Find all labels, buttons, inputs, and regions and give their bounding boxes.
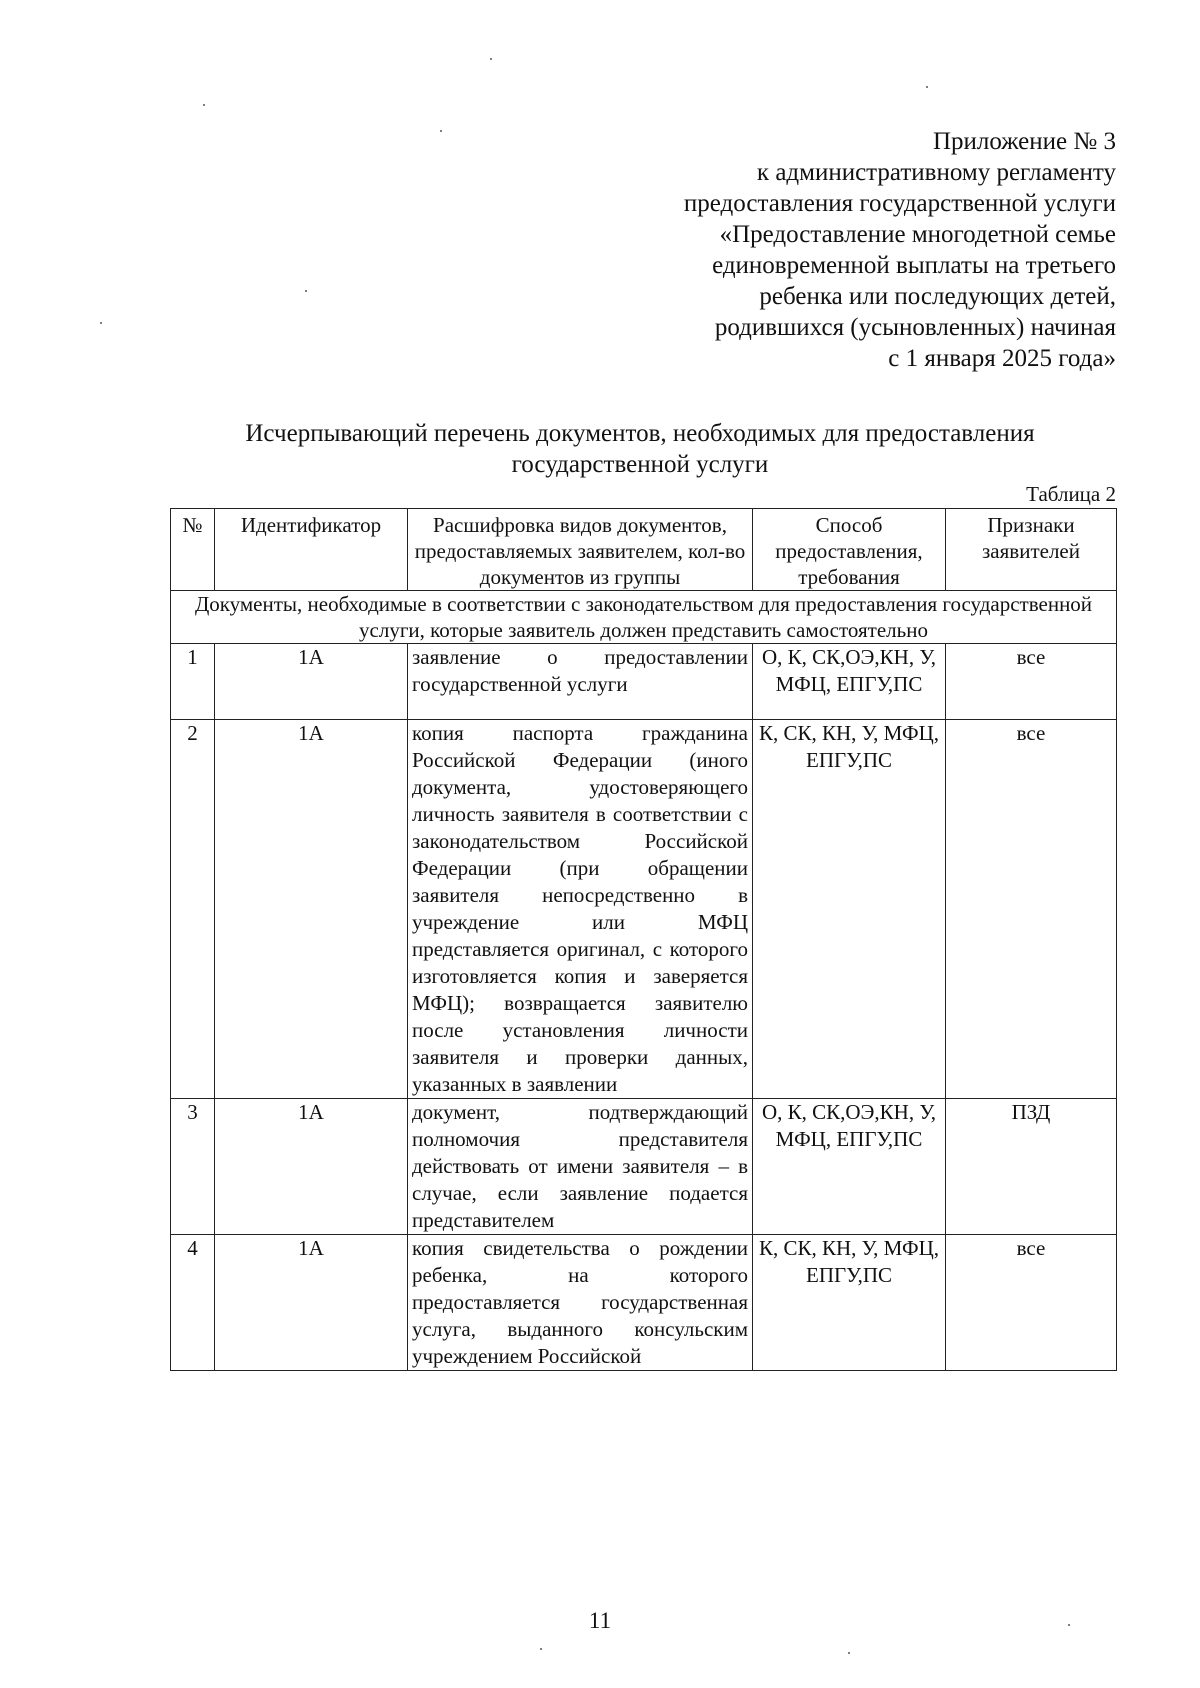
header-identifier: Идентификатор	[215, 509, 408, 591]
scan-speck	[203, 104, 205, 106]
scan-speck	[490, 58, 492, 60]
appendix-line: единовременной выплаты на третьего	[712, 252, 1116, 279]
scan-speck	[100, 322, 102, 324]
table-header-row	[171, 509, 1117, 591]
appendix-line: ребенка или последующих детей,	[759, 283, 1116, 310]
row-description: копия паспорта гражданина Российской Федерации (иного документа, удостоверяющего личность заявителя в соответствии с законодательством Российской Федерации (при обращении заявителя непосредственно в учреждение или МФЦ представляется оригинал, с которого изготовляется копия и заверяется МФЦ); возвращается заявителю после установления личности заявителя и проверки данных, указанных в заявлении	[408, 720, 753, 1099]
table-row	[171, 720, 1117, 1099]
scan-speck	[305, 290, 307, 292]
row-description: копия свидетельства о рождении ребенка, на которого предоставляется государственная услуга, выданного консульским учреждением Российской	[408, 1235, 753, 1371]
header-applicants: Признаки заявителей	[946, 509, 1117, 591]
table-label: Таблица 2	[1026, 482, 1116, 506]
table-row	[171, 644, 1117, 720]
header-number: №	[171, 509, 215, 591]
row-number: 3	[171, 1099, 215, 1235]
scan-speck	[926, 86, 928, 88]
header-method: Способ предоставления, требования	[753, 509, 946, 591]
appendix-line: с 1 января 2025 года»	[888, 345, 1116, 372]
section-heading: Документы, необходимые в соответствии с законодательством для предоставления государственной услуги, которые заявитель должен представить самостоятельно	[171, 591, 1117, 644]
row-applicants: ПЗД	[946, 1099, 1117, 1235]
header-description: Расшифровка видов документов, предоставляемых заявителем, кол-во документов из группы	[408, 509, 753, 591]
document-title	[160, 418, 1120, 480]
appendix-line: родившихся (усыновленных) начиная	[714, 314, 1116, 341]
appendix-header	[684, 126, 1116, 374]
page-number: 11	[588, 1608, 612, 1633]
appendix-line: предоставления государственной услуги	[683, 190, 1116, 217]
table-row	[171, 1235, 1117, 1371]
row-number: 4	[171, 1235, 215, 1371]
row-description: документ, подтверждающий полномочия представителя действовать от имени заявителя – в случае, если заявление подается представителем	[408, 1099, 753, 1235]
scan-speck	[440, 130, 442, 132]
document-title-line: Исчерпывающий перечень документов, необходимых для предоставления	[245, 420, 1035, 447]
row-applicants: все	[946, 644, 1117, 720]
table-row	[171, 1099, 1117, 1235]
row-number: 2	[171, 720, 215, 1099]
appendix-line: к административному регламенту	[756, 159, 1116, 186]
scan-speck	[848, 1652, 850, 1654]
row-method: О, К, СК,ОЭ,КН, У, МФЦ, ЕПГУ,ПС	[753, 644, 946, 720]
row-method: К, СК, КН, У, МФЦ, ЕПГУ,ПС	[753, 1235, 946, 1371]
row-number: 1	[171, 644, 215, 720]
document-title-line: государственной услуги	[511, 451, 769, 478]
row-method: К, СК, КН, У, МФЦ, ЕПГУ,ПС	[753, 720, 946, 1099]
appendix-line: Приложение № 3	[932, 128, 1116, 155]
scan-speck	[1068, 1624, 1070, 1626]
documents-table	[170, 508, 1117, 1371]
row-applicants: все	[946, 720, 1117, 1099]
row-applicants: все	[946, 1235, 1117, 1371]
row-method: О, К, СК,ОЭ,КН, У, МФЦ, ЕПГУ,ПС	[753, 1099, 946, 1235]
row-identifier: 1А	[215, 1099, 408, 1235]
row-identifier: 1А	[215, 1235, 408, 1371]
section-row	[171, 591, 1117, 644]
row-identifier: 1А	[215, 644, 408, 720]
row-identifier: 1А	[215, 720, 408, 1099]
scan-speck	[540, 1648, 542, 1650]
appendix-line: «Предоставление многодетной семье	[719, 221, 1116, 248]
row-description: заявление о предоставлении государственной услуги	[408, 644, 753, 720]
